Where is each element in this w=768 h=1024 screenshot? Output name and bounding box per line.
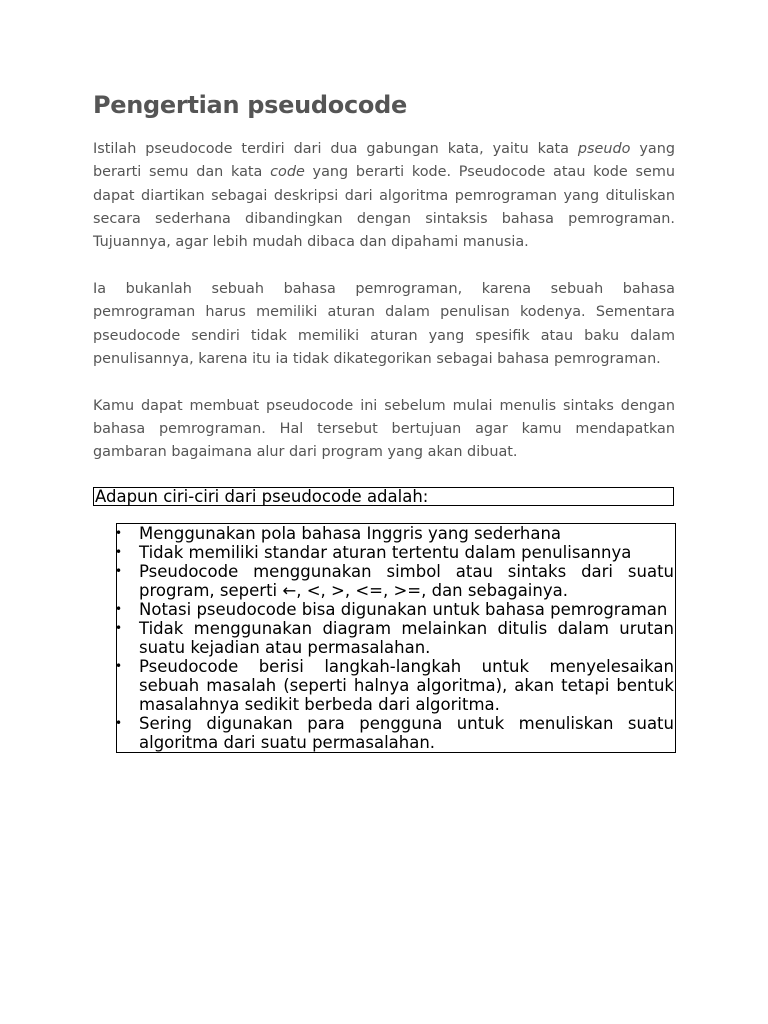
characteristics-list — [116, 523, 676, 753]
bullet-icon: • — [115, 602, 123, 616]
list-item-text: Menggunakan pola bahasa Inggris yang sederhana — [139, 524, 562, 543]
list-item-text: Notasi pseudocode bisa digunakan untuk bahasa pemrograman — [139, 600, 668, 619]
bullet-icon: • — [115, 716, 123, 730]
bullet-icon: • — [115, 526, 123, 540]
code-term: code — [270, 164, 305, 181]
list-item — [117, 714, 674, 752]
document-body — [93, 88, 675, 488]
paragraph-definition — [93, 138, 675, 254]
paragraph-not-language: Ia bukanlah sebuah bahasa pemrograman, karena sebuah bahasa pemrograman harus memiliki aturan dalam penulisan kodenya. Sementara pseudocode sendiri tidak memiliki aturan yang spesifik atau baku dalam penulisannya, karena itu ia tidak dikategorikan sebagai bahasa pemrograman. — [93, 280, 675, 367]
list-item-text: Pseudocode berisi langkah-langkah untuk menyelesaikan sebuah masalah (seperti halnya algoritma), akan tetapi bentuk masalahnya sedikit berbeda dari algoritma. — [139, 657, 674, 714]
list-item — [117, 562, 674, 600]
bullet-icon: • — [115, 564, 123, 578]
bullet-icon: • — [115, 659, 123, 673]
list-item-text: Pseudocode menggunakan simbol atau sintaks dari suatu program, seperti ←, <, >, <=, >=, dan sebagainya. — [139, 562, 674, 600]
paragraph-definition-text-2: yang berarti semu dan kata — [93, 141, 675, 181]
list-item-text: Tidak menggunakan diagram melainkan ditulis dalam urutan suatu kejadian atau permasalahan. — [139, 619, 674, 657]
list-item — [117, 619, 674, 657]
paragraph-definition-text-1: Istilah pseudocode terdiri dari dua gabungan kata, yaitu kata — [93, 141, 578, 157]
list-intro: Adapun ciri-ciri dari pseudocode adalah: — [93, 487, 674, 506]
list-item — [117, 543, 674, 562]
list-item — [117, 657, 674, 714]
pseudo-term: pseudo — [577, 141, 631, 157]
page-title: Pengertian pseudocode — [93, 91, 407, 119]
paragraph-definition-text-3: yang berarti kode. Pseudocode atau kode semu dapat diartikan sebagai deskripsi dari algoritma pemrograman yang dituliskan secara sederhana dibandingkan dengan sintaksis bahasa pemrograman. Tujuannya, agar lebih mudah dibaca dan dipahami manusia. — [93, 164, 675, 251]
list-item — [117, 600, 674, 619]
paragraph-usage: Kamu dapat membuat pseudocode ini sebelum mulai menulis sintaks dengan bahasa pemrograman. Hal tersebut bertujuan agar kamu mendapatkan gambaran bagaimana alur dari program yang akan dibuat. — [93, 397, 675, 461]
list-item-text: Tidak memiliki standar aturan tertentu dalam penulisannya — [139, 543, 632, 562]
bullet-icon: • — [115, 545, 123, 559]
bullet-icon: • — [115, 621, 123, 635]
list-item-text: Sering digunakan para pengguna untuk menuliskan suatu algoritma dari suatu permasalahan. — [139, 714, 674, 752]
list-item — [117, 524, 674, 543]
